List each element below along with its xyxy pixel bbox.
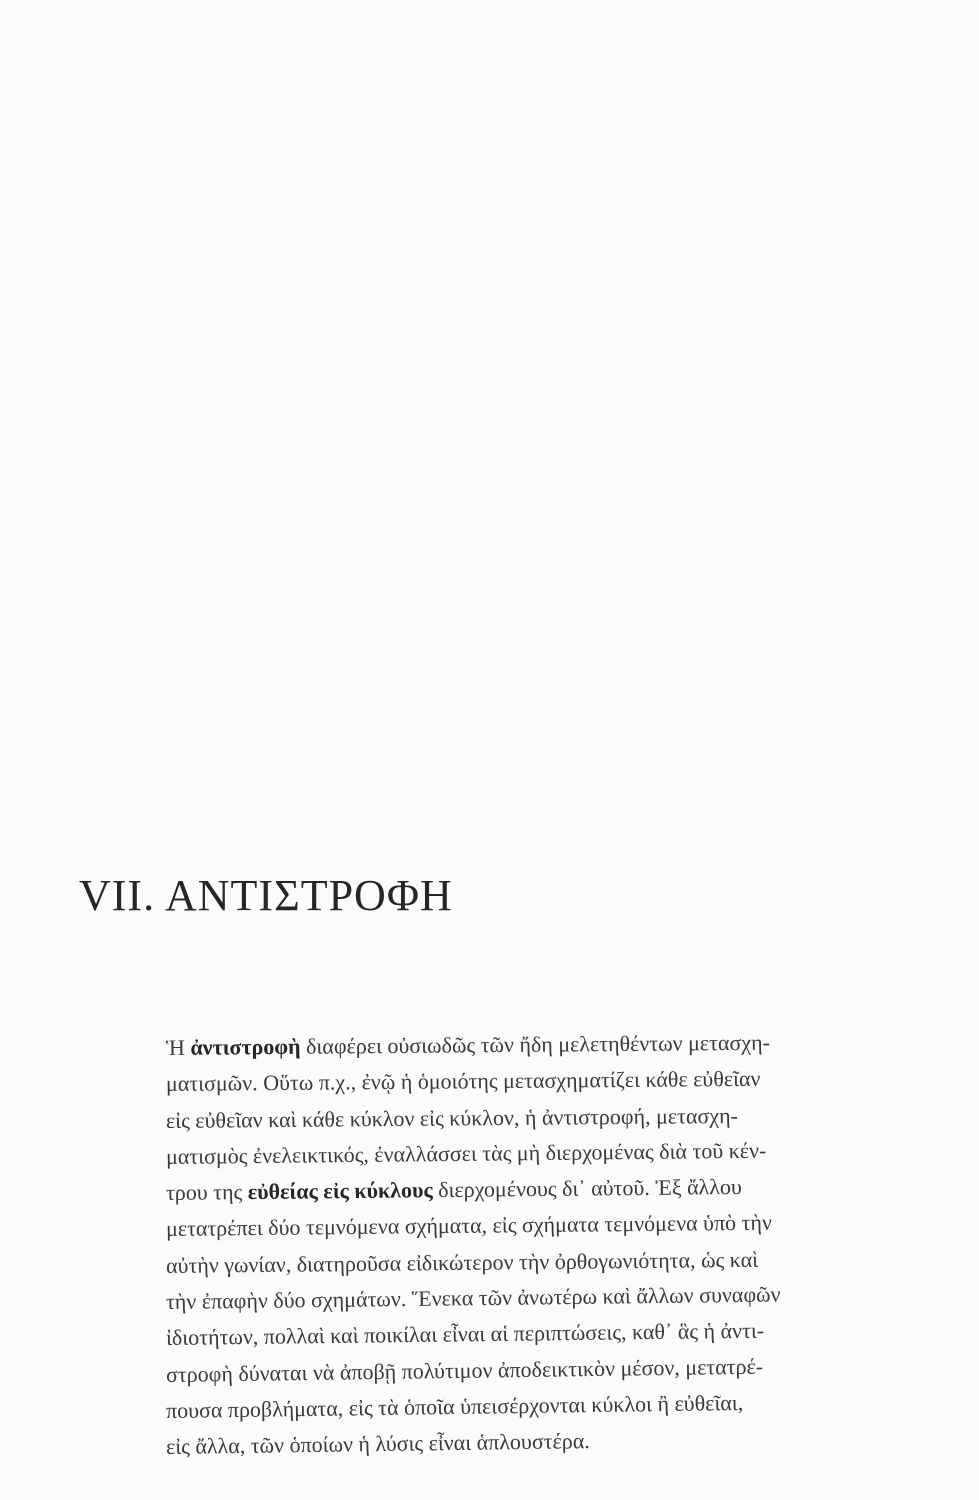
text-run: αὐτὴν γωνίαν, διατηροῦσα εἰδικώτερον τὴν ὀρθογωνιότητα, ὡς καὶ [165,1246,759,1278]
text-run: ἰδιοτήτων, πολλαὶ καὶ ποικίλαι εἶναι αἱ περιπτώσεις, καθ᾿ ἃς ἡ ἀντι- [165,1318,765,1351]
text-run: πουσα προβλήματα, εἰς τὰ ὁποῖα ὑπεισέρχονται κύκλοι ἢ εὐθεῖαι, [165,1389,744,1423]
text-run: τὴν ἐπαφὴν δύο σχημάτων. Ἕνεκα τῶν ἀνωτέρω καὶ ἄλλων συναφῶν [165,1281,781,1315]
text-run: ματισμῶν. Οὕτω π.χ., ἐνῷ ἡ ὁμοιότης μετασχηματίζει κάθε εὐθεῖαν [165,1066,761,1097]
chapter-number: VII. [79,871,156,920]
text-run: μετατρέπει δύο τεμνόμενα σχήματα, εἰς σχήματα τεμνόμενα ὑπὸ τὴν [165,1210,773,1242]
text-run: Ἡ [165,1034,191,1060]
text-run: στροφὴ δύναται νὰ ἀποβῇ πολύτιμον ἀποδεικτικὸν μέσον, μετατρέ- [165,1353,764,1387]
body-paragraph [166,1030,926,1466]
text-line [166,1060,926,1103]
chapter-heading [79,866,879,936]
text-run: τρου της [165,1179,248,1206]
text-run: εἰς ἄλλα, τῶν ὁποίων ἡ λύσις εἶναι ἁπλουστέρα. [165,1428,590,1460]
text-run: διερχομένους δι᾿ αὐτοῦ. Ἐξ ἄλλου [432,1174,742,1203]
text-run: εἰς εὐθεῖαν καὶ κάθε κύκλον εἰς κύκλον, ἡ ἀντιστροφή, μετασχη- [165,1102,738,1133]
text-run: διαφέρει οὐσιωδῶς τῶν ἤδη μελετηθέντων μετασχη- [300,1029,771,1059]
bold-term: ἀντιστροφὴ [190,1033,301,1060]
text-run: ματισμὸς ἐνελεικτικός, ἐναλλάσσει τὰς μὴ διερχομένας διὰ τοῦ κέν- [165,1137,767,1169]
bold-term: εὐθείας εἰς κύκλους [247,1177,433,1205]
chapter-title: ΑΝΤΙΣΤΡΟΦΗ [165,871,453,920]
